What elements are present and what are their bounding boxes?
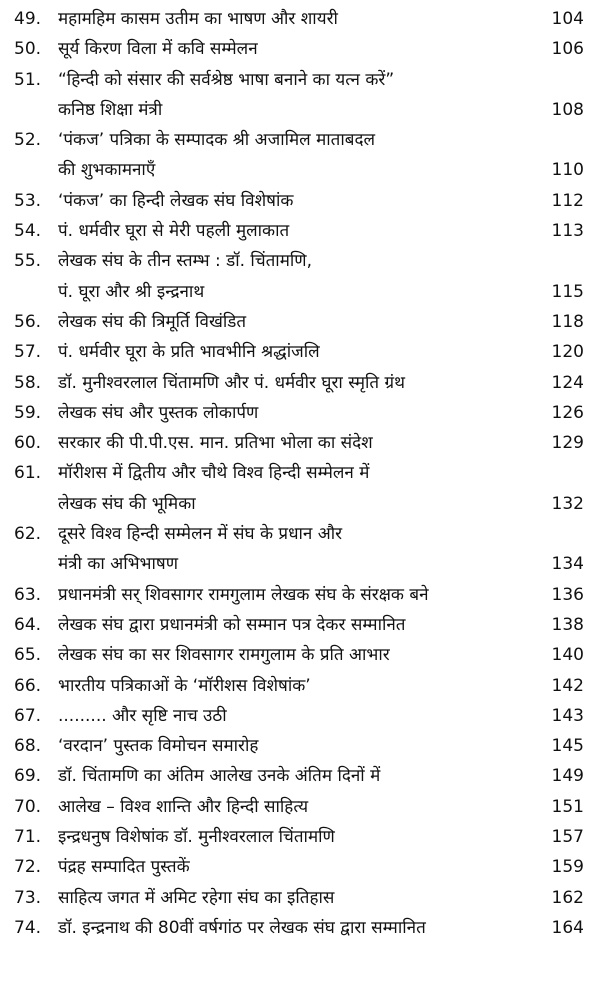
entry-title: कनिष्ठ शिक्षा मंत्री [58,99,163,120]
entry-page-number: 164 [551,917,584,938]
entry-title: डॉ. इन्द्रनाथ की 80वीं वर्षगांठ पर लेखक संघ द्वारा सम्मानित [58,917,426,938]
toc-entry-line [0,458,600,488]
toc-entry-line [0,368,600,398]
entry-number: 50. [14,39,42,60]
toc-entry-line [0,246,600,276]
entry-title: लेखक संघ का सर शिवसागर रामगुलाम के प्रति आभार [58,645,390,666]
entry-page-number: 132 [551,493,584,514]
entry-title: लेखक संघ की भूमिका [58,493,196,514]
toc-entry [0,580,600,610]
entry-page-number: 120 [551,342,584,363]
toc-entry [0,883,600,913]
entry-page-number: 118 [551,311,584,332]
toc-entry [0,4,600,34]
entry-number: 69. [14,766,42,787]
toc-entry-line [0,489,600,519]
entry-title: साहित्य जगत में अमिट रहेगा संघ का इतिहास [58,887,335,908]
entry-page-number: 151 [551,796,584,817]
entry-number: 49. [14,9,42,29]
entry-page-number: 142 [551,675,584,696]
entry-number: 64. [14,614,42,635]
entry-page-number: 112 [551,190,584,211]
entry-title: लेखक संघ की त्रिमूर्ति विखंडित [58,311,247,332]
entry-title: भारतीय पत्रिकाओं के ‘मॉरीशस विशेषांक’ [58,675,311,696]
entry-page-number: 159 [551,857,584,878]
toc-entry-line [0,610,600,640]
entry-number: 68. [14,736,42,757]
entry-title: इन्द्रधनुष विशेषांक डॉ. मुनीश्वरलाल चिंतामणि [58,827,335,848]
entry-title: पं. घूरा और श्री इन्द्रनाथ [58,281,205,302]
toc-entry [0,701,600,731]
entry-title: पंद्रह सम्पादित पुस्तकें [58,857,190,878]
entry-page-number: 145 [551,736,584,757]
entry-number: 74. [14,917,42,938]
entry-title: ‘पंकज’ का हिन्दी लेखक संघ विशेषांक [58,190,294,211]
entry-page-number: 129 [551,433,584,454]
toc-entry [0,246,600,307]
entry-number: 63. [14,584,42,605]
entry-title: प्रधानमंत्री सर् शिवसागर रामगुलाम लेखक संघ के संरक्षक बने [58,584,429,605]
toc-entry [0,216,600,246]
entry-number: 60. [14,433,42,454]
entry-title: ......... और सृष्टि नाच उठी [58,705,227,726]
toc-entry-line [0,913,600,943]
entry-number: 67. [14,705,42,726]
toc-entry-line [0,186,600,216]
toc-entry-line [0,428,600,458]
toc-entry [0,428,600,458]
entry-number: 57. [14,342,42,363]
entry-title: महामहिम कासम उतीम का भाषण और शायरी [58,9,338,29]
toc-entry [0,65,600,126]
entry-number: 54. [14,221,42,242]
toc-entry-line [0,95,600,125]
toc-entry-line [0,671,600,701]
entry-page-number: 136 [551,584,584,605]
entry-page-number: 138 [551,614,584,635]
entry-title: डॉ. चिंतामणि का अंतिम आलेख उनके अंतिम दिनों में [58,766,381,787]
entry-page-number: 110 [551,160,584,181]
entry-title: आलेख – विश्व शान्ति और हिन्दी साहित्य [58,796,309,817]
entry-title: लेखक संघ द्वारा प्रधानमंत्री को सम्मान पत्र देकर सम्मानित [58,614,406,635]
toc-entry [0,398,600,428]
toc-entry-line [0,731,600,761]
toc-entry-line [0,580,600,610]
toc-entry [0,731,600,761]
entry-title: दूसरे विश्व हिन्दी सम्मेलन में संघ के प्रधान और [58,524,343,545]
entry-page-number: 104 [551,9,584,29]
toc-entry-line [0,65,600,95]
toc-entry [0,519,600,580]
entry-title: लेखक संघ और पुस्तक लोकार्पण [58,402,259,423]
entry-number: 59. [14,402,42,423]
toc-entry [0,671,600,701]
toc-entry [0,822,600,852]
entry-title: डॉ. मुनीश्वरलाल चिंतामणि और पं. धर्मवीर घूरा स्मृति ग्रंथ [58,372,405,393]
entry-number: 65. [14,645,42,666]
toc-entry [0,337,600,367]
toc-entry-line [0,883,600,913]
entry-title: सूर्य किरण विला में कवि सम्मेलन [58,39,258,60]
toc-entry-line [0,822,600,852]
toc-entry-line [0,701,600,731]
entry-title: मंत्री का अभिभाषण [58,554,179,575]
toc-entry-line [0,4,600,34]
toc-entry [0,368,600,398]
entry-title: मॉरीशस में द्वितीय और चौथे विश्व हिन्दी सम्मेलन में [58,463,370,484]
entry-number: 66. [14,675,42,696]
toc-entry [0,125,600,186]
entry-page-number: 113 [551,221,584,242]
entry-page-number: 106 [551,39,584,60]
toc-entry-line [0,34,600,64]
entry-title: पं. धर्मवीर घूरा के प्रति भावभीनि श्रद्धांजलि [58,342,320,363]
toc-entry-line [0,125,600,155]
entry-page-number: 149 [551,766,584,787]
entry-number: 55. [14,251,42,272]
table-of-contents [0,4,600,943]
entry-number: 52. [14,130,42,151]
toc-entry [0,792,600,822]
entry-page-number: 140 [551,645,584,666]
entry-number: 61. [14,463,42,484]
toc-entry-line [0,277,600,307]
entry-page-number: 126 [551,402,584,423]
toc-entry [0,913,600,943]
toc-entry [0,458,600,519]
entry-title: ‘पंकज’ पत्रिका के सम्पादक श्री अजामिल माताबदल [58,130,376,151]
entry-number: 58. [14,372,42,393]
entry-number: 73. [14,887,42,908]
toc-entry-line [0,155,600,185]
toc-entry-line [0,307,600,337]
entry-number: 56. [14,311,42,332]
toc-entry [0,852,600,882]
toc-entry-line [0,640,600,670]
toc-entry [0,610,600,640]
toc-entry-line [0,792,600,822]
entry-page-number: 108 [551,99,584,120]
entry-number: 70. [14,796,42,817]
entry-title: लेखक संघ के तीन स्तम्भ : डॉ. चिंतामणि, [58,251,312,272]
entry-number: 51. [14,69,42,90]
entry-number: 62. [14,524,42,545]
entry-title: पं. धर्मवीर घूरा से मेरी पहली मुलाकात [58,221,290,242]
entry-page-number: 124 [551,372,584,393]
entry-title: ‘वरदान’ पुस्तक विमोचन समारोह [58,736,259,757]
entry-title: सरकार की पी.पी.एस. मान. प्रतिभा भोला का संदेश [58,433,373,454]
entry-number: 72. [14,857,42,878]
entry-page-number: 162 [551,887,584,908]
entry-page-number: 134 [551,554,584,575]
entry-number: 53. [14,190,42,211]
entry-page-number: 115 [551,281,584,302]
toc-entry-line [0,761,600,791]
toc-entry-line [0,549,600,579]
entry-page-number: 157 [551,827,584,848]
toc-entry [0,34,600,64]
toc-entry [0,640,600,670]
toc-entry [0,186,600,216]
toc-entry [0,307,600,337]
entry-title: “हिन्दी को संसार की सर्वश्रेष्ठ भाषा बनाने का यत्न करें” [58,69,395,90]
entry-number: 71. [14,827,42,848]
entry-page-number: 143 [551,705,584,726]
toc-entry-line [0,398,600,428]
toc-entry-line [0,519,600,549]
toc-entry-line [0,852,600,882]
entry-title: की शुभकामनाएँ [58,160,156,181]
toc-entry [0,761,600,791]
toc-entry-line [0,216,600,246]
toc-entry-line [0,337,600,367]
